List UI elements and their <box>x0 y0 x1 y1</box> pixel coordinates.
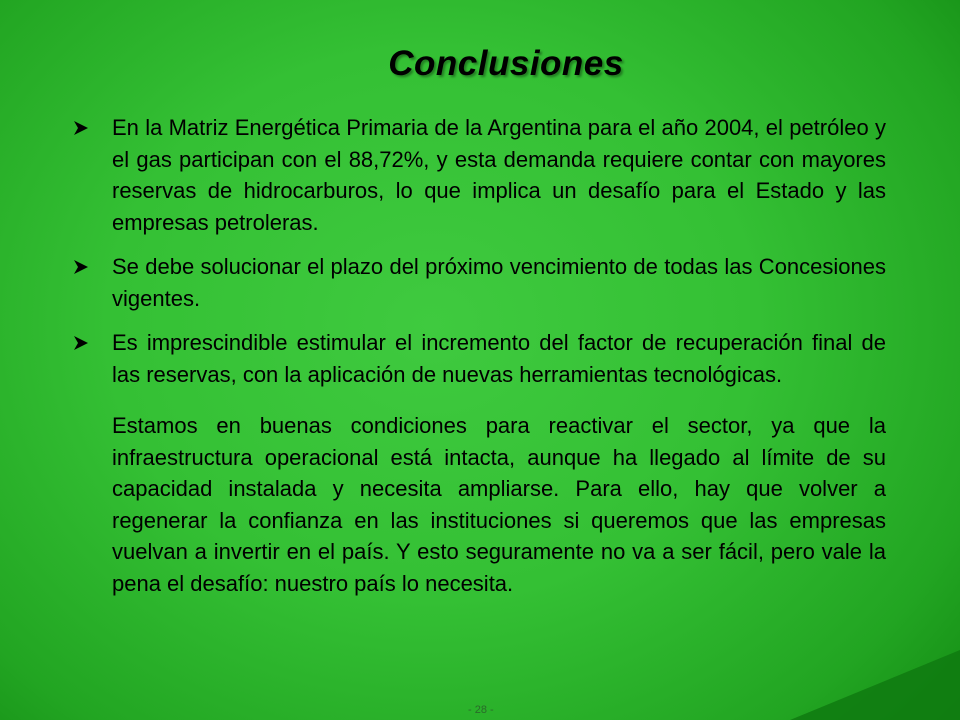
arrowhead-bullet-icon <box>74 121 88 135</box>
bullet-item-3 <box>74 327 886 390</box>
page-number: - 28 - <box>468 704 494 716</box>
closing-paragraph: Estamos en buenas condiciones para reactivar el sector, ya que la infraestructura operacional está intacta, aunque ha llegado al límite de su capacidad instalada y necesita ampliarse. Para ello, hay que volver a regenerar la confianza en las instituciones si queremos que las empresas vuelvan a invertir en el país. Y esto seguramente no va a ser fácil, pero vale la pena el desafío: nuestro país lo necesita. <box>112 413 886 596</box>
bullet-item-1 <box>74 112 886 238</box>
slide-content <box>74 112 886 599</box>
bullet-text: Es imprescindible estimular el incremento del factor de recuperación final de las reservas, con la aplicación de nuevas herramientas tecnológicas. <box>112 330 886 387</box>
slide-title: Conclusiones <box>388 44 624 83</box>
bullet-item-2 <box>74 251 886 314</box>
arrowhead-bullet-icon <box>74 336 88 350</box>
corner-shade <box>790 650 960 720</box>
bullet-text: Se debe solucionar el plazo del próximo vencimiento de todas las Concesiones vigentes. <box>112 254 886 311</box>
arrowhead-bullet-icon <box>74 260 88 274</box>
bullet-text: En la Matriz Energética Primaria de la Argentina para el año 2004, el petróleo y el gas participan con el 88,72%, y esta demanda requiere contar con mayores reservas de hidrocarburos, lo que implica un desafío para el Estado y las empresas petroleras. <box>112 115 886 235</box>
